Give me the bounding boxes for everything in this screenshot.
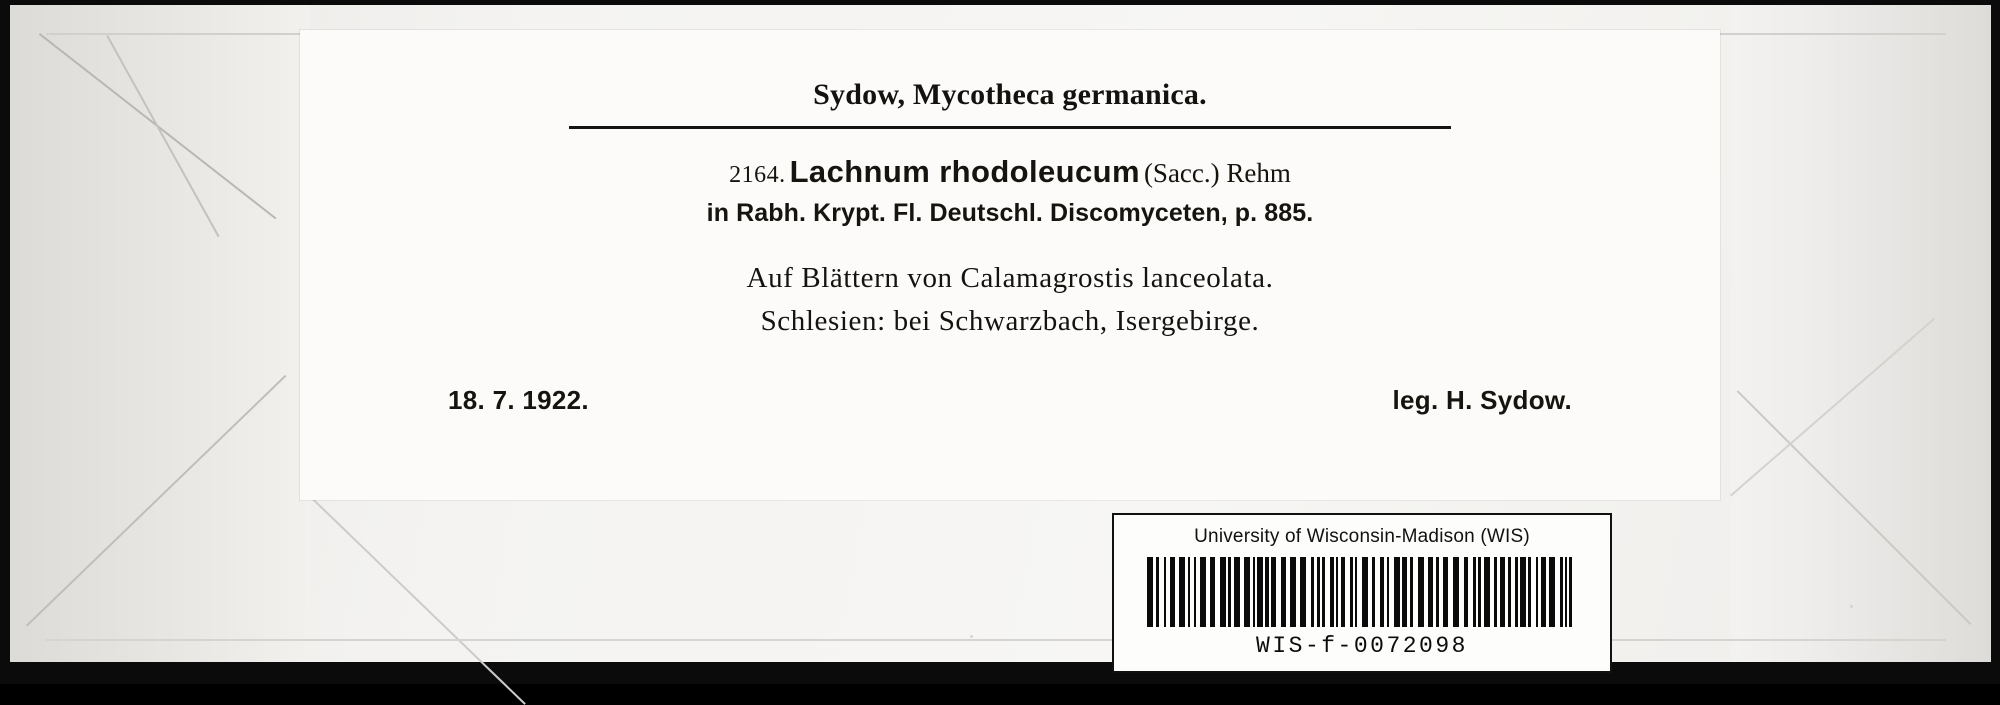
label-taxon-line [300, 154, 1720, 190]
label-host: Auf Blättern von Calamagrostis lanceolata. [746, 262, 1274, 294]
envelope-fold-bottom [46, 639, 1946, 641]
barcode-sticker [1112, 513, 1612, 673]
barcode-bars [1147, 557, 1577, 627]
envelope-shading-left [10, 5, 310, 662]
paper-speck [970, 635, 973, 638]
label-footer [300, 385, 1720, 416]
label-collection-number: 2164. [729, 162, 786, 188]
title-divider [569, 126, 1451, 129]
photo-edge-right [1991, 0, 2000, 684]
barcode-institution-name: University of Wisconsin-Madison (WIS) [1194, 526, 1530, 547]
envelope-shading-right [1731, 5, 1991, 662]
label-taxon-name: Lachnum rhodoleucum [789, 154, 1140, 189]
photo-edge-left [0, 0, 10, 684]
photo-edge-bottom [0, 662, 2000, 684]
label-series-title: Sydow, Mycotheca germanica. [813, 78, 1207, 111]
label-taxon-authority: (Sacc.) Rehm [1143, 158, 1291, 188]
label-collector: leg. H. Sydow. [1392, 385, 1572, 415]
label-reference: in Rabh. Krypt. Fl. Deutschl. Discomyceten, p. 885. [706, 199, 1314, 227]
herbarium-label [300, 30, 1720, 500]
label-locality: Schlesien: bei Schwarzbach, Isergebirge. [760, 305, 1260, 337]
label-collection-date: 18. 7. 1922. [448, 385, 589, 415]
barcode-number: WIS-f-0072098 [1256, 633, 1468, 659]
paper-speck [1850, 605, 1853, 608]
